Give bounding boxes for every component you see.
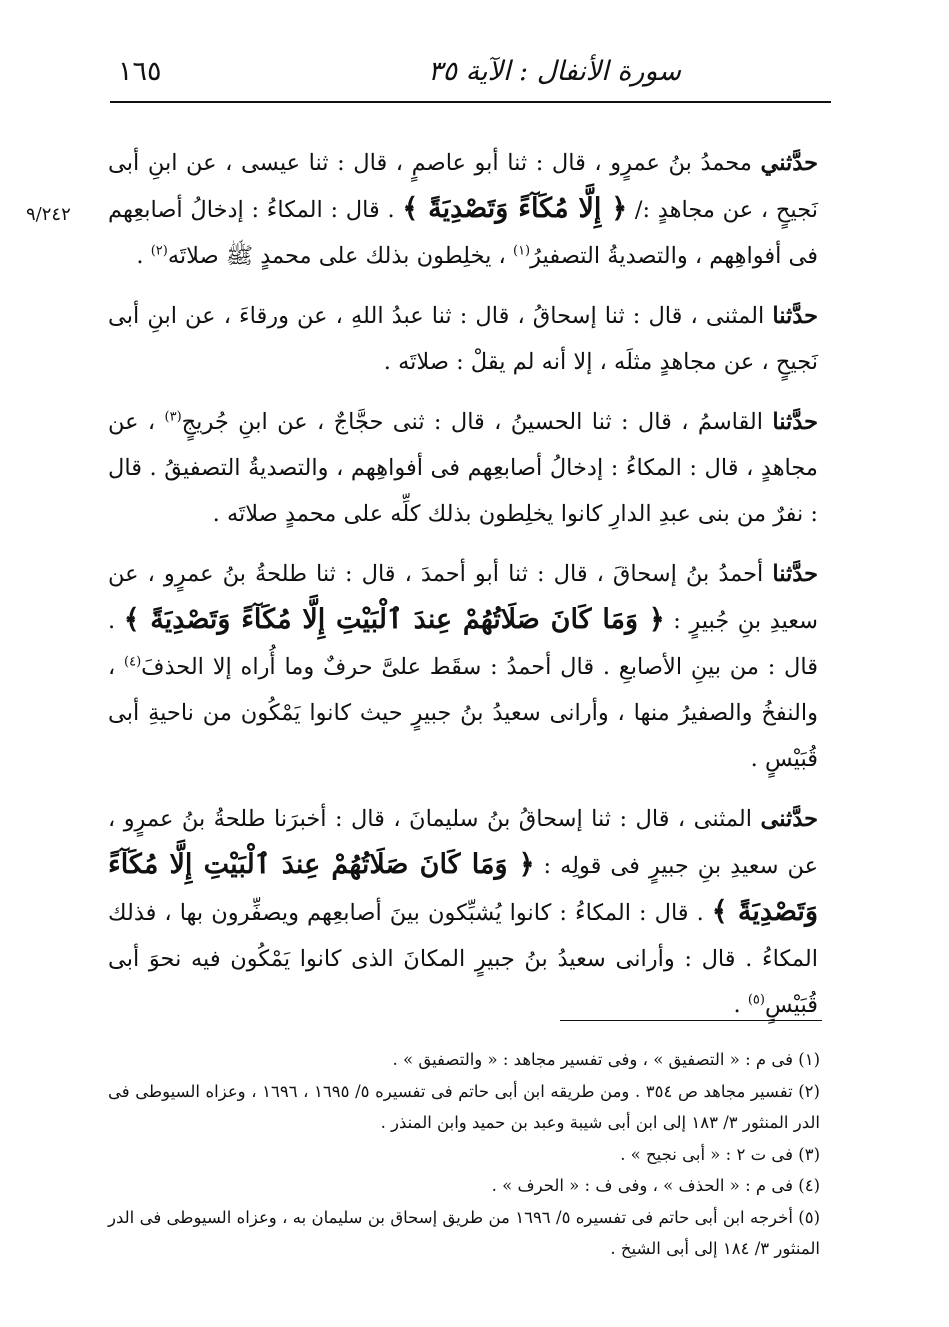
footnote-1: (١) فى م : « التصفيق » ، وفى تفسير مجاهد : « والتصفيق » .	[392, 1050, 820, 1069]
margin-volume-page-note: ٩/٢٤٢	[26, 204, 71, 225]
page-number: ١٦٥	[118, 56, 162, 87]
isnad-lead: حدَّثنا	[772, 303, 818, 329]
paragraph-text: المثنى ، قال : ثنا إسحاقُ ، قال : ثنا عبدُ اللهِ ، عن ورقاءَ ، عن ابنِ أبى نَجيحٍ ، عن مجاهدٍ مثلَه ، إلا أنه لم يقلْ : صلاتَه .	[108, 303, 818, 375]
paragraph-text: المثنى ، قال : ثنا إسحاقُ بنُ سليمانَ ، قال : أخبرَنا طلحةُ بنُ عمرٍو ، عن سعيدِ بنِ جبيرٍ فى قولِه :	[108, 806, 818, 879]
paragraph-text: . قال : المكاءُ : كانوا يُشبِّكون بينَ أصابعِهم ويصفِّرون بها ، فذلك المكاءُ . قال : وأرانى سعيدُ بنُ جبيرٍ المكانَ الذى كانوا يَمْكُون فيه نحوَ أبى قُبَيْسٍ	[108, 900, 818, 1018]
paragraph-text: ، والنفخُ والصفيرُ منها ، وأرانى سعيدُ بنُ جبيرٍ حيث كانوا يَمْكُون من ناحيةِ أبى قُبَيْسٍ .	[108, 654, 818, 772]
chapter-title: سورة الأنفال : الآية ٣٥	[427, 56, 681, 87]
paragraph-text: . قال : المكاءُ : إدخالُ أصابعِهم فى أفواهِهم ، والتصديةُ التصفيرُ	[108, 197, 818, 269]
paragraph-text: ، عن مجاهدٍ ، قال : المكاءُ : إدخالُ أصابعِهم فى أفواهِهم ، والتصديةُ التصفيقُ . قال : نفرٌ من بنى عبدِ الدارِ كانوا يخلِطون بذلك كلِّه على محمدٍ صلاتَه .	[108, 409, 818, 527]
paragraph-text: . قال : من بينِ الأصابعِ . قال أحمدُ : سقَط علىَّ حرفٌ وما أُراه إلا الحذفَ	[108, 608, 818, 680]
paragraph-text: القاسمُ ، قال : ثنا الحسينُ ، قال : ثنى حجَّاجٌ ، عن ابنِ جُريجٍ	[181, 409, 773, 435]
isnad-lead: حدَّثني	[760, 150, 818, 176]
paragraph-text: .	[733, 992, 748, 1018]
footnote-5: (٥) أخرجه ابن أبى حاتم فى تفسيره ٥/ ١٦٩٦ من طريق إسحاق بن سليمان به ، وعزاه السيوطى فى الدر المنثور ٣/ ١٨٤ إلى أبى الشيخ .	[108, 1207, 820, 1258]
footnote-ref: (٣)	[164, 409, 182, 425]
quran-quote: ﴿ وَمَا كَانَ صَلَاتُهُمْ عِندَ ٱلْبَيْتِ إِلَّا مُكَآءً وَتَصْدِيَةً ﴾	[123, 604, 665, 635]
paragraph-1	[108, 140, 818, 279]
isnad-lead: حدَّثنى	[760, 806, 818, 832]
footnote-ref: (٤)	[124, 654, 142, 670]
isnad-lead: حدَّثنا	[772, 409, 818, 435]
paragraph-4	[108, 551, 818, 782]
quran-quote: ﴿ إِلَّا مُكَآءً وَتَصْدِيَةً ﴾	[402, 193, 628, 224]
footnote-4: (٤) فى م : « الحذف » ، وفى ف : « الحرف » .	[491, 1176, 820, 1195]
paragraph-text: ، يخلِطون بذلك على محمدٍ ﷺ صلاتَه	[167, 243, 513, 269]
footnotes	[108, 1044, 820, 1265]
footnote-ref: (٢)	[150, 243, 168, 259]
footnote-2: (٢) تفسير مجاهد ص ٣٥٤ . ومن طريقه ابن أبى حاتم فى تفسيره ٥/ ١٦٩٥ ، ١٦٩٦ ، وعزاه السيوطى فى الدر المنثور ٣/ ١٨٣ إلى ابن أبى شيبة وعبد بن حميد وابن المنذر .	[108, 1081, 820, 1132]
paragraph-2	[108, 293, 818, 385]
footnote-ref: (٥)	[747, 992, 765, 1008]
quran-quote: ﴿ وَمَا كَانَ صَلَاتُهُمْ عِندَ ٱلْبَيْتِ إِلَّا مُكَآءً وَتَصْدِيَةً ﴾	[108, 849, 818, 927]
footnote-ref: (١)	[512, 243, 531, 259]
paragraph-text: أحمدُ بنُ إسحاقَ ، قال : ثنا أبو أحمدَ ، قال : ثنا طلحةُ بنُ عمرٍو ، عن سعيدِ بنِ جُبيرٍ :	[108, 561, 818, 634]
paragraph-text: .	[136, 243, 151, 269]
header-rule	[110, 101, 831, 103]
footnote-rule	[560, 1020, 822, 1021]
running-header	[110, 52, 831, 92]
isnad-lead: حدَّثنا	[772, 561, 818, 587]
paragraph-3	[108, 399, 818, 537]
main-text	[108, 140, 818, 1042]
paragraph-text: محمدُ بنُ عمرٍو ، قال : ثنا أبو عاصمٍ ، قال : ثنا عيسى ، عن ابنِ أبى نَجيحٍ ، عن مجاهدٍ :/	[108, 150, 818, 223]
footnote-3: (٣) فى ت ٢ : « أبى نجيح » .	[620, 1144, 820, 1164]
paragraph-5	[108, 796, 818, 1028]
